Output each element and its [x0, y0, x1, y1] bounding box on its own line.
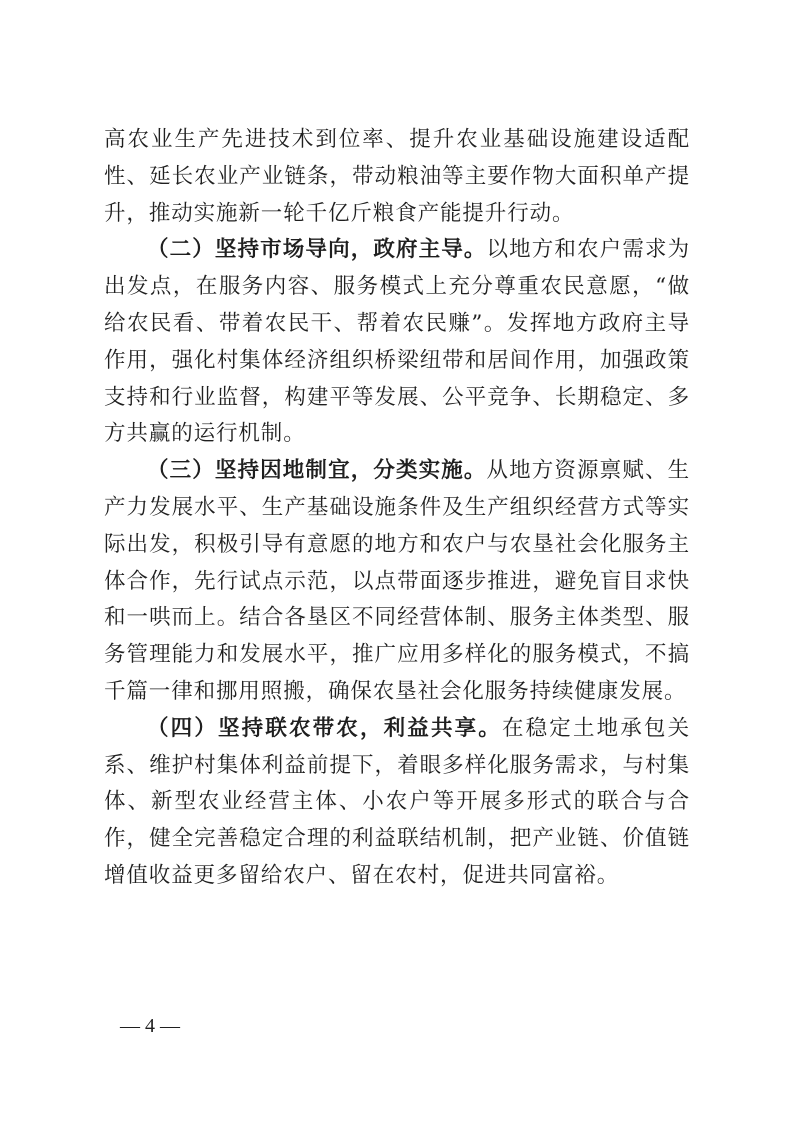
paragraph-section-3 [104, 453, 690, 711]
section-heading: （二）坚持市场导向，政府主导。 [147, 237, 487, 263]
section-heading: （四）坚持联农带农，利益共享。 [147, 715, 502, 741]
paragraph-text: 在稳定土地承包关系、维护村集体利益前提下，着眼多样化服务需求，与村集体、新型农业经营主体、小农户等开展多形式的联合与合作，健全完善稳定合理的利益联结机制，把产业链、价值链增值收益更多留给农户、留在农村，促进共同富裕。 [104, 715, 690, 888]
paragraph-text: 从地方资源禀赋、生产力发展水平、生产基础设施条件及生产组织经营方式等实际出发，积极引导有意愿的地方和农户与农垦社会化服务主体合作，先行试点示范，以点带面逐步推进，避免盲目求快和一哄而上。结合各垦区不同经营体制、服务主体类型、服务管理能力和发展水平，推广应用多样化的服务模式，不搞千篇一律和挪用照搬，确保农垦社会化服务持续健康发展。 [104, 458, 690, 704]
paragraph-text: 高农业生产先进技术到位率、提升农业基础设施建设适配性、延长农业产业链条，带动粮油等主要作物大面积单产提升，推动实施新一轮千亿斤粮食产能提升行动。 [104, 127, 690, 226]
paragraph-section-4 [104, 711, 690, 895]
paragraph-section-2 [104, 232, 690, 453]
paragraph-continuation [104, 122, 690, 232]
paragraph-text: 以地方和农户需求为出发点，在服务内容、服务模式上充分尊重农民意愿，“做给农民看、带着农民干、帮着农民赚”。发挥地方政府主导作用，强化村集体经济组织桥梁纽带和居间作用，加强政策支持和行业监督，构建平等发展、公平竞争、长期稳定、多方共赢的运行机制。 [104, 237, 690, 447]
document-body [104, 122, 690, 895]
page-number: — 4 — [120, 1015, 180, 1037]
section-heading: （三）坚持因地制宜，分类实施。 [147, 458, 487, 484]
